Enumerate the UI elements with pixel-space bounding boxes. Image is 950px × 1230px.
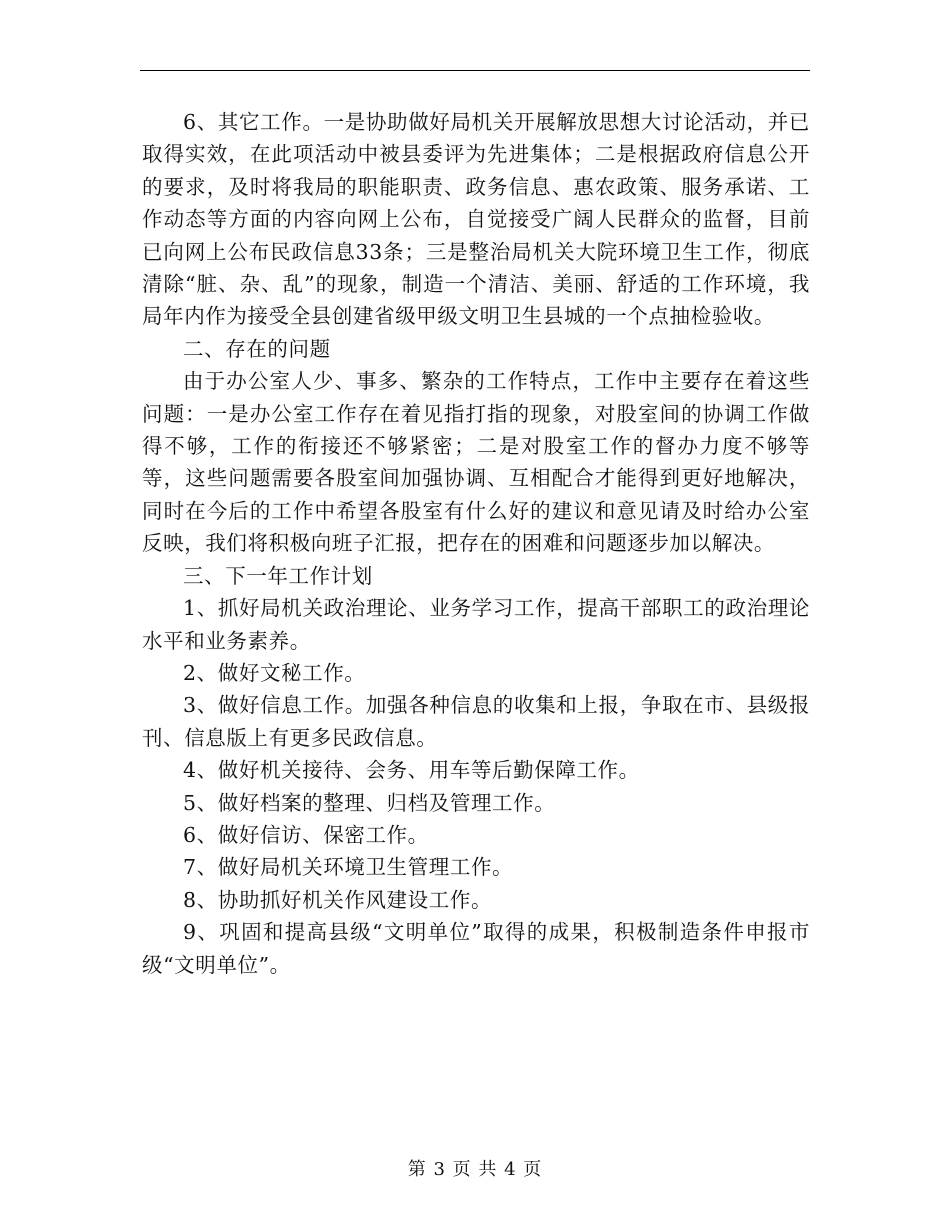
- header-rule: [140, 70, 810, 71]
- document-body: [142, 106, 810, 981]
- plan-item-7: 7、做好局机关环境卫生管理工作。: [183, 855, 514, 880]
- section-heading-next-year-plan: 三、下一年工作计划: [183, 563, 373, 588]
- paragraph-other-work: 6、其它工作。一是协助做好局机关开展解放思想大讨论活动，并已取得实效，在此项活动中被县委评为先进集体；二是根据政府信息公开的要求，及时将我局的职能职责、政务信息、惠农政策、服务承诺、工作动态等方面的内容向网上公布，自觉接受广阔人民群众的监督，目前已向网上公布民政信息33条；三是整治局机关大院环境卫生工作，彻底清除“脏、杂、乱”的现象，制造一个清洁、美丽、舒适的工作环境，我局年内作为接受全县创建省级甲级文明卫生县城的一个点抽检验收。: [142, 110, 810, 329]
- plan-item-5: 5、做好档案的整理、归档及管理工作。: [183, 790, 556, 815]
- section-heading-problems: 二、存在的问题: [183, 336, 331, 361]
- paragraph-problems: 由于办公室人少、事多、繁杂的工作特点，工作中主要存在着这些问题：一是办公室工作存在着见指打指的现象，对股室间的协调工作做得不够，工作的衔接还不够紧密；二是对股室工作的督办力度不够等等，这些问题需要各股室间加强协调、互相配合才能得到更好地解决，同时在今后的工作中希望各股室有什么好的建议和意见请及时给办公室反映，我们将积极向班子汇报，把存在的困难和问题逐步加以解决。: [142, 369, 810, 556]
- plan-item-6: 6、做好信访、保密工作。: [183, 822, 429, 847]
- page-footer: [0, 1155, 950, 1181]
- plan-item-2: 2、做好文秘工作。: [183, 660, 366, 685]
- plan-item-9: 9、巩固和提高县级“文明单位”取得的成果，积极制造条件申报市级“文明单位”。: [142, 920, 810, 977]
- plan-item-4: 4、做好机关接待、会务、用车等后勤保障工作。: [183, 758, 640, 783]
- plan-item-8: 8、协助抓好机关作风建设工作。: [183, 887, 493, 912]
- plan-item-1: 1、抓好局机关政治理论、业务学习工作，提高干部职工的政治理论水平和业务素养。: [142, 596, 810, 653]
- plan-item-3: 3、做好信息工作。加强各种信息的收集和上报，争取在市、县级报刊、信息版上有更多民政信息。: [142, 693, 810, 750]
- page-number-label: 第 3 页 共 4 页: [407, 1159, 543, 1180]
